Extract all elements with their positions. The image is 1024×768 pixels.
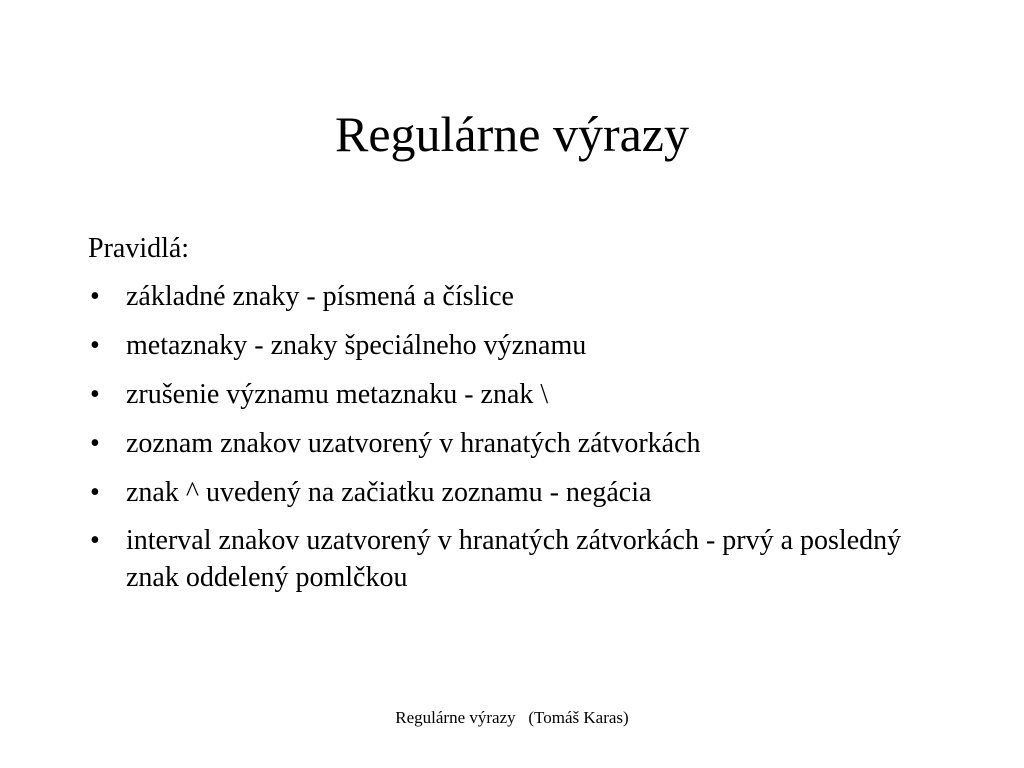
list-item [88,473,948,513]
list-item-text: znak ^ uvedený na začiatku zoznamu - negácia [126,477,652,508]
slide-footer: Regulárne výrazy (Tomáš Karas) [395,708,629,727]
list-item-text: interval znakov uzatvorený v hranatých zátvorkách - prvý a posledný znak oddelený pomlčkou [126,525,902,593]
list-item [88,375,948,415]
bullet-icon: • [90,330,100,361]
list-item [88,277,948,317]
bullet-icon: • [90,428,100,459]
list-item-text: zoznam znakov uzatvorený v hranatých zátvorkách [126,428,701,459]
list-item-text: metaznaky - znaky špeciálneho významu [126,330,587,361]
list-item [88,522,948,596]
list-item-text: základné znaky - písmená a číslice [126,281,514,312]
slide-content [88,229,948,605]
bullet-icon: • [90,281,100,312]
slide-title: Regulárne výrazy [334,106,689,162]
list-item-text: zrušenie významu metaznaku - znak \ [126,379,549,410]
list-item [88,326,948,366]
rules-list [88,277,948,596]
bullet-icon: • [90,525,100,556]
list-item [88,424,948,464]
intro-text: Pravidlá: [88,233,190,264]
bullet-icon: • [90,379,100,410]
bullet-icon: • [90,477,100,508]
